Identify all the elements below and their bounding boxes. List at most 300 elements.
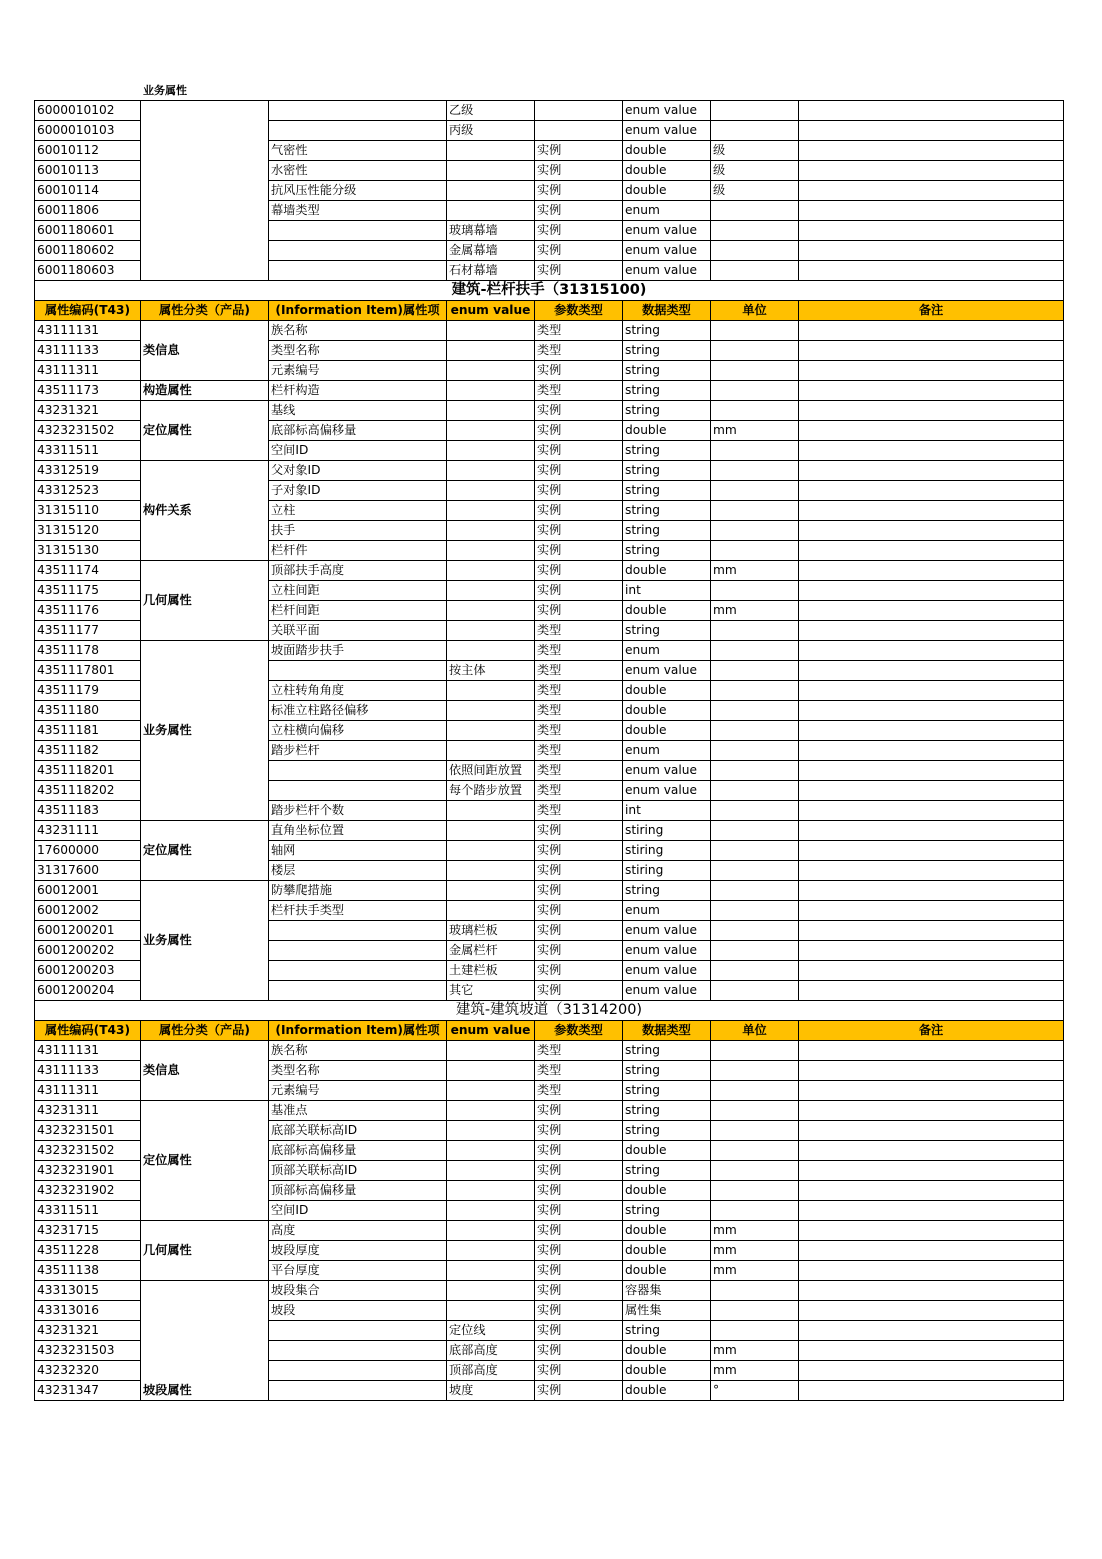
data-type-cell: string [623,1161,711,1181]
data-type-cell: string [623,1321,711,1341]
unit-cell [711,981,799,1001]
enum-cell [447,141,535,161]
code-cell: 4323231902 [35,1181,141,1201]
param-type-cell: 类型 [535,681,623,701]
param-type-cell: 实例 [535,821,623,841]
column-header: 属性分类（产品) [141,1021,269,1041]
param-type-cell: 实例 [535,581,623,601]
remark-cell [799,421,1064,441]
unit-cell [711,581,799,601]
unit-cell [711,221,799,241]
remark-cell [799,1221,1064,1241]
code-cell: 31315110 [35,501,141,521]
enum-cell [447,821,535,841]
unit-cell: mm [711,561,799,581]
unit-cell: mm [711,421,799,441]
table-row [35,381,1064,401]
unit-cell [711,941,799,961]
unit-cell [711,1081,799,1101]
code-cell: 43312519 [35,461,141,481]
enum-cell: 玻璃幕墙 [447,221,535,241]
remark-cell [799,561,1064,581]
param-type-cell: 类型 [535,641,623,661]
param-type-cell: 实例 [535,201,623,221]
enum-cell [447,501,535,521]
code-cell: 43511183 [35,801,141,821]
item-cell [269,921,447,941]
table-row [35,101,1064,121]
unit-cell [711,441,799,461]
remark-cell [799,821,1064,841]
enum-cell [447,441,535,461]
item-cell: 底部关联标高ID [269,1121,447,1141]
enum-cell: 土建栏板 [447,961,535,981]
remark-cell [799,121,1064,141]
enum-cell [447,801,535,821]
item-cell: 父对象ID [269,461,447,481]
code-cell: 43313015 [35,1281,141,1301]
table-row [35,821,1064,841]
code-cell: 6001180601 [35,221,141,241]
item-cell: 类型名称 [269,1061,447,1081]
param-type-cell: 实例 [535,541,623,561]
unit-cell: 级 [711,181,799,201]
param-type-cell: 实例 [535,1361,623,1381]
param-type-cell: 实例 [535,921,623,941]
data-type-cell: enum [623,201,711,221]
code-cell: 43511179 [35,681,141,701]
item-cell: 底部标高偏移量 [269,421,447,441]
unit-cell [711,641,799,661]
remark-cell [799,1361,1064,1381]
remark-cell [799,1161,1064,1181]
item-cell [269,1321,447,1341]
unit-cell [711,341,799,361]
data-type-cell: string [623,341,711,361]
item-cell: 类型名称 [269,341,447,361]
item-cell: 立柱转角角度 [269,681,447,701]
param-type-cell: 实例 [535,1341,623,1361]
param-type-cell: 类型 [535,801,623,821]
unit-cell [711,781,799,801]
category-cell [141,84,269,281]
param-type-cell: 实例 [535,1181,623,1201]
table-row [35,321,1064,341]
unit-cell [711,201,799,221]
param-type-cell: 实例 [535,1141,623,1161]
enum-cell: 金属幕墙 [447,241,535,261]
data-type-cell: string [623,441,711,461]
param-type-cell: 类型 [535,341,623,361]
code-cell: 43231311 [35,1101,141,1121]
param-type-cell: 类型 [535,761,623,781]
column-header: 备注 [799,301,1064,321]
code-cell: 60012001 [35,881,141,901]
remark-cell [799,541,1064,561]
enum-cell: 其它 [447,981,535,1001]
unit-cell [711,881,799,901]
param-type-cell: 实例 [535,881,623,901]
column-header: 数据类型 [623,1021,711,1041]
data-type-cell: int [623,581,711,601]
data-type-cell: int [623,801,711,821]
param-type-cell: 实例 [535,961,623,981]
code-cell: 6000010103 [35,121,141,141]
enum-cell [447,1281,535,1301]
enum-cell [447,161,535,181]
unit-cell [711,1321,799,1341]
remark-cell [799,1341,1064,1361]
enum-cell [447,561,535,581]
data-type-cell: string [623,1201,711,1221]
enum-cell [447,1101,535,1121]
category-cell: 定位属性 [141,1101,269,1221]
param-type-cell: 实例 [535,161,623,181]
param-type-cell: 实例 [535,1381,623,1401]
unit-cell [711,121,799,141]
remark-cell [799,781,1064,801]
data-type-cell: string [623,1041,711,1061]
enum-cell [447,421,535,441]
data-type-cell: string [623,621,711,641]
table-row [35,461,1064,481]
remark-cell [799,1301,1064,1321]
data-type-cell: double [623,681,711,701]
param-type-cell: 实例 [535,361,623,381]
remark-cell [799,181,1064,201]
code-cell: 43231321 [35,1321,141,1341]
remark-cell [799,1101,1064,1121]
code-cell: 60012002 [35,901,141,921]
category-cell: 业务属性 [141,881,269,1001]
item-cell: 基准点 [269,1101,447,1121]
category-cell: 业务属性 [141,641,269,821]
unit-cell: 级 [711,141,799,161]
section-title: 建筑-栏杆扶手（31315100) [35,281,1064,301]
remark-cell [799,841,1064,861]
code-cell: 43511178 [35,641,141,661]
enum-cell [447,581,535,601]
item-cell: 坡段集合 [269,1281,447,1301]
item-cell: 立柱横向偏移 [269,721,447,741]
param-type-cell: 实例 [535,141,623,161]
data-type-cell: string [623,881,711,901]
remark-cell [799,581,1064,601]
unit-cell [711,861,799,881]
param-type-cell [535,101,623,121]
param-type-cell: 类型 [535,1081,623,1101]
unit-cell [711,1101,799,1121]
remark-cell [799,1261,1064,1281]
param-type-cell: 实例 [535,1301,623,1321]
column-header: 参数类型 [535,301,623,321]
remark-cell [799,261,1064,281]
section-title: 建筑-建筑坡道（31314200) [35,1001,1064,1021]
data-type-cell: double [623,1141,711,1161]
item-cell [269,121,447,141]
code-cell: 43511177 [35,621,141,641]
unit-cell [711,381,799,401]
param-type-cell: 实例 [535,1201,623,1221]
data-type-cell: enum value [623,261,711,281]
data-type-cell: double [623,1341,711,1361]
remark-cell [799,141,1064,161]
param-type-cell: 类型 [535,661,623,681]
enum-cell [447,1121,535,1141]
item-cell [269,101,447,121]
param-type-cell: 实例 [535,521,623,541]
category-cell: 类信息 [141,321,269,381]
item-cell: 底部标高偏移量 [269,1141,447,1161]
item-cell: 元素编号 [269,1081,447,1101]
item-cell: 族名称 [269,1041,447,1061]
param-type-cell: 实例 [535,441,623,461]
code-cell: 43111133 [35,1061,141,1081]
enum-cell [447,401,535,421]
column-header: enum value [447,301,535,321]
item-cell [269,781,447,801]
unit-cell [711,901,799,921]
remark-cell [799,461,1064,481]
item-cell: 高度 [269,1221,447,1241]
item-cell: 扶手 [269,521,447,541]
unit-cell [711,661,799,681]
enum-cell [447,1061,535,1081]
enum-cell [447,541,535,561]
category-cell: 坡段属性 [141,1281,269,1401]
category-label: 业务属性 [143,84,187,97]
table-row [35,1221,1064,1241]
code-cell: 4351118202 [35,781,141,801]
data-type-cell: enum value [623,761,711,781]
data-type-cell: double [623,1261,711,1281]
remark-cell [799,601,1064,621]
param-type-cell: 实例 [535,601,623,621]
remark-cell [799,1041,1064,1061]
code-cell: 43231347 [35,1381,141,1401]
param-type-cell: 实例 [535,1161,623,1181]
code-cell: 43511174 [35,561,141,581]
unit-cell [711,1041,799,1061]
param-type-cell: 实例 [535,221,623,241]
column-header: (Information Item)属性项 [269,1021,447,1041]
enum-cell [447,461,535,481]
data-type-cell: enum [623,741,711,761]
data-type-cell: 容器集 [623,1281,711,1301]
table-row [35,641,1064,661]
enum-cell [447,861,535,881]
enum-cell [447,321,535,341]
item-cell: 直角坐标位置 [269,821,447,841]
item-cell: 水密性 [269,161,447,181]
data-type-cell: string [623,361,711,381]
remark-cell [799,241,1064,261]
code-cell: 6001180602 [35,241,141,261]
enum-cell [447,361,535,381]
data-type-cell: enum value [623,921,711,941]
code-cell: 4323231502 [35,1141,141,1161]
data-type-cell: double [623,601,711,621]
param-type-cell: 实例 [535,841,623,861]
unit-cell [711,741,799,761]
code-cell: 43312523 [35,481,141,501]
param-type-cell: 实例 [535,481,623,501]
unit-cell [711,821,799,841]
item-cell: 坡面踏步扶手 [269,641,447,661]
enum-cell [447,601,535,621]
code-cell: 4323231501 [35,1121,141,1141]
code-cell: 31315120 [35,521,141,541]
remark-cell [799,321,1064,341]
category-cell: 几何属性 [141,1221,269,1281]
code-cell: 31315130 [35,541,141,561]
enum-cell [447,1301,535,1321]
code-cell: 43231111 [35,821,141,841]
data-type-cell: string [623,381,711,401]
enum-cell [447,901,535,921]
enum-cell [447,1261,535,1281]
code-cell: 6001200204 [35,981,141,1001]
param-type-cell: 类型 [535,721,623,741]
unit-cell [711,321,799,341]
unit-cell: 级 [711,161,799,181]
code-cell: 60010112 [35,141,141,161]
code-cell: 43511175 [35,581,141,601]
enum-cell [447,841,535,861]
data-type-cell: stiring [623,841,711,861]
data-type-cell: string [623,1061,711,1081]
param-type-cell: 实例 [535,1221,623,1241]
param-type-cell: 实例 [535,941,623,961]
data-type-cell: enum value [623,121,711,141]
code-cell: 6001200201 [35,921,141,941]
enum-cell: 乙级 [447,101,535,121]
section-title-row [35,281,1064,301]
remark-cell [799,341,1064,361]
section-title-row [35,1001,1064,1021]
item-cell: 子对象ID [269,481,447,501]
enum-cell: 坡度 [447,1381,535,1401]
table-row [35,1041,1064,1061]
column-header: 参数类型 [535,1021,623,1041]
param-type-cell: 实例 [535,1101,623,1121]
code-cell: 17600000 [35,841,141,861]
unit-cell [711,841,799,861]
param-type-cell: 实例 [535,421,623,441]
unit-cell [711,1121,799,1141]
item-cell: 轴网 [269,841,447,861]
unit-cell [711,801,799,821]
param-type-cell: 类型 [535,781,623,801]
code-cell: 43511138 [35,1261,141,1281]
item-cell: 平台厚度 [269,1261,447,1281]
remark-cell [799,481,1064,501]
remark-cell [799,1321,1064,1341]
unit-cell [711,461,799,481]
code-cell: 43232320 [35,1361,141,1381]
column-header: 数据类型 [623,301,711,321]
enum-cell: 依照间距放置 [447,761,535,781]
enum-cell [447,641,535,661]
enum-cell [447,381,535,401]
code-cell: 43311511 [35,1201,141,1221]
data-type-cell: stiring [623,821,711,841]
item-cell: 关联平面 [269,621,447,641]
header-row [35,301,1064,321]
remark-cell [799,1121,1064,1141]
category-cell: 构件关系 [141,461,269,561]
param-type-cell: 类型 [535,621,623,641]
remark-cell [799,401,1064,421]
enum-cell [447,1141,535,1161]
unit-cell [711,401,799,421]
param-type-cell: 实例 [535,501,623,521]
unit-cell [711,681,799,701]
unit-cell [711,1301,799,1321]
column-header: 属性分类（产品) [141,301,269,321]
enum-cell: 石材幕墙 [447,261,535,281]
table-row [35,1281,1064,1301]
remark-cell [799,741,1064,761]
enum-cell: 底部高度 [447,1341,535,1361]
item-cell [269,261,447,281]
category-cell: 定位属性 [141,401,269,461]
code-cell: 4323231901 [35,1161,141,1181]
param-type-cell: 类型 [535,701,623,721]
data-type-cell: double [623,1181,711,1201]
data-type-cell: enum value [623,661,711,681]
code-cell: 6001200203 [35,961,141,981]
code-cell: 43111131 [35,321,141,341]
remark-cell [799,501,1064,521]
enum-cell [447,1221,535,1241]
data-type-cell: enum value [623,961,711,981]
data-type-cell: double [623,1221,711,1241]
remark-cell [799,861,1064,881]
data-type-cell: double [623,701,711,721]
column-header: (Information Item)属性项 [269,301,447,321]
code-cell: 43313016 [35,1301,141,1321]
unit-cell [711,701,799,721]
remark-cell [799,161,1064,181]
item-cell: 踏步栏杆个数 [269,801,447,821]
unit-cell [711,261,799,281]
item-cell: 标准立柱路径偏移 [269,701,447,721]
data-type-cell: string [623,541,711,561]
enum-cell [447,681,535,701]
data-type-cell: enum [623,901,711,921]
enum-cell [447,741,535,761]
item-cell [269,981,447,1001]
enum-cell [447,1241,535,1261]
enum-cell [447,1181,535,1201]
remark-cell [799,761,1064,781]
data-type-cell: double [623,421,711,441]
enum-cell [447,701,535,721]
table-row [35,1101,1064,1121]
data-type-cell: string [623,461,711,481]
item-cell: 顶部关联标高ID [269,1161,447,1181]
data-type-cell: enum value [623,101,711,121]
unit-cell [711,521,799,541]
remark-cell [799,1081,1064,1101]
table-row [35,881,1064,901]
remark-cell [799,101,1064,121]
unit-cell [711,1161,799,1181]
param-type-cell: 类型 [535,1041,623,1061]
enum-cell: 定位线 [447,1321,535,1341]
remark-cell [799,941,1064,961]
